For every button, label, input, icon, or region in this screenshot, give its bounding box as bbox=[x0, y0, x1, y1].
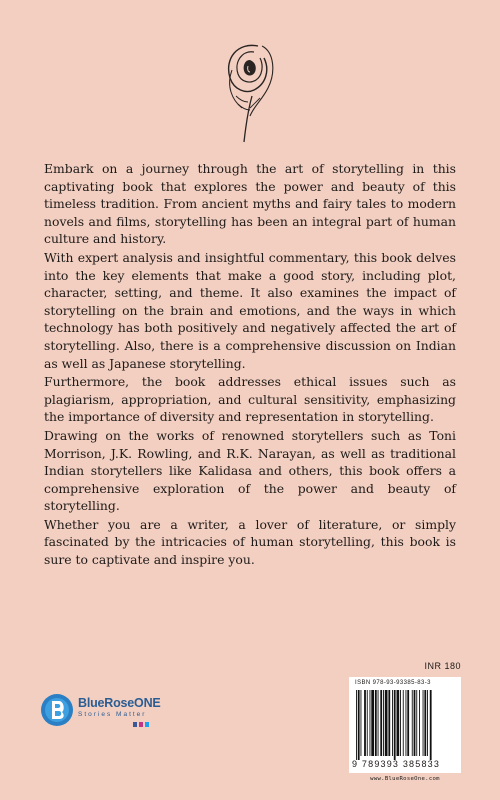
publisher-name: BlueRoseONE bbox=[78, 696, 161, 710]
social-icons bbox=[133, 721, 153, 728]
barcode-bar bbox=[361, 690, 362, 756]
barcode-bar bbox=[358, 690, 360, 760]
isbn-label: ISBN 978-93-93385-83-3 bbox=[355, 680, 431, 686]
barcode-bar bbox=[380, 690, 382, 756]
blurb-paragraph-4: Drawing on the works of renowned storytellers such as Toni Morrison, J.K. Rowling, and R.K. Narayan, as well as traditional Indian storytellers like Kalidasa and others, this book offers a comprehensive exploration of the power and beauty of storytelling. bbox=[44, 427, 456, 514]
barcode-bar bbox=[403, 690, 404, 756]
blurb-paragraph-2: With expert analysis and insightful commentary, this book delves into the key elements that make a good story, including plot, character, setting, and theme. It also examines the impact of storytelling on the brain and emotions, and the ways in which technology has both positively and negatively affected the art of storytelling. Also, there is a comprehensive discussion on Indian as well as Japanese storytelling. bbox=[44, 249, 456, 371]
barcode-bar bbox=[414, 690, 416, 756]
barcode-bar bbox=[423, 690, 424, 756]
barcode-bar bbox=[367, 690, 368, 756]
barcode-bar bbox=[370, 690, 371, 756]
blurb-paragraph-3: Furthermore, the book addresses ethical issues such as plagiarism, appropriation, and cultural sensitivity, emphasizing the importance of diversity and representation in storytelling. bbox=[44, 374, 456, 425]
barcode-bar bbox=[388, 690, 390, 756]
barcode-digits: 9 789393 385833 bbox=[352, 759, 441, 769]
barcode-bar bbox=[419, 690, 420, 756]
barcode-bar bbox=[416, 690, 417, 756]
barcode-bar bbox=[406, 690, 407, 756]
barcode-bar bbox=[430, 690, 432, 760]
barcode-bar bbox=[424, 690, 426, 756]
barcode-bars bbox=[354, 690, 456, 760]
barcode-bar bbox=[427, 690, 428, 756]
publisher-block bbox=[40, 690, 230, 734]
publisher-logo-icon bbox=[40, 690, 74, 730]
barcode-bar bbox=[392, 690, 393, 756]
barcode-bar bbox=[407, 690, 409, 756]
barcode-bar bbox=[383, 690, 384, 756]
barcode-bar bbox=[397, 690, 400, 756]
barcode-bar bbox=[378, 690, 379, 756]
blurb-paragraph-5: Whether you are a writer, a lover of literature, or simply fascinated by the intricacies of human storytelling, this book is sure to captivate and inspire you. bbox=[44, 516, 456, 568]
publisher-website: www.BlueRoseOne.com bbox=[370, 776, 440, 782]
price-label: INR 180 bbox=[424, 661, 461, 671]
barcode-bar bbox=[364, 690, 366, 756]
barcode-bar bbox=[356, 690, 357, 760]
barcode-bar bbox=[412, 690, 413, 756]
blurb-text bbox=[44, 160, 456, 570]
publisher-tagline: Stories Matter bbox=[78, 711, 147, 718]
barcode bbox=[349, 677, 461, 773]
barcode-bar bbox=[400, 690, 401, 756]
barcode-bar bbox=[371, 690, 374, 756]
barcode-bar bbox=[394, 690, 396, 760]
barcode-bar bbox=[385, 690, 388, 756]
barcode-bar bbox=[375, 690, 377, 756]
blurb-paragraph-1: Embark on a journey through the art of storytelling in this captivating book that explores the power and beauty of this timeless tradition. From ancient myths and fairy tales to modern novels and films, storytelling has been an integral part of human culture and history. bbox=[44, 161, 456, 247]
peacock-feather-icon bbox=[218, 36, 282, 148]
